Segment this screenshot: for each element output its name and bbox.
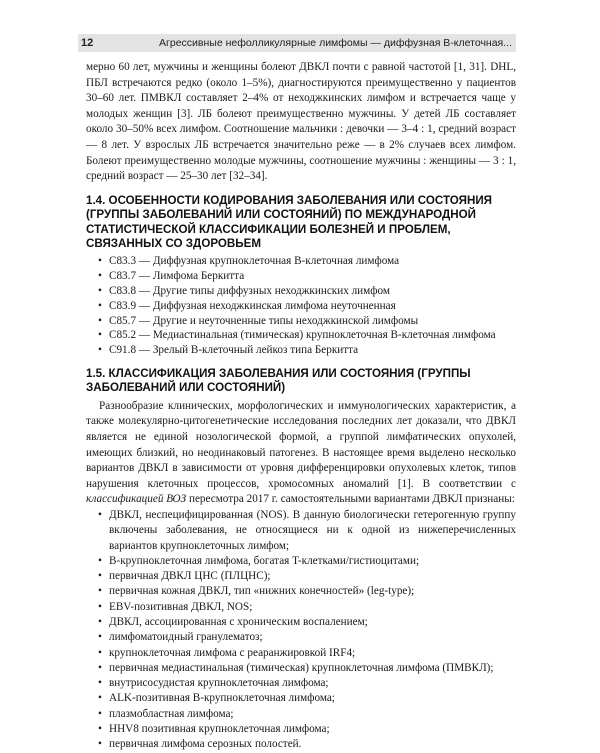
list-item: • первичная кожная ДВКЛ, тип «нижних конечностей» (leg-type); <box>98 584 516 599</box>
list-item: • лимфоматоидный гранулематоз; <box>98 630 516 645</box>
list-item: • C91.8 — Зрелый B-клеточный лейкоз типа Беркитта <box>98 343 516 358</box>
list-item: • EBV-позитивная ДВКЛ, NOS; <box>98 600 516 615</box>
list-item: • первичная ДВКЛ ЦНС (ПЛЦНС); <box>98 569 516 584</box>
list-item: • C83.7 — Лимфома Беркитта <box>98 269 516 284</box>
section-1-5-heading: 1.5. КЛАССИФИКАЦИЯ ЗАБОЛЕВАНИЯ ИЛИ СОСТОЯНИЯ (ГРУППЫ ЗАБОЛЕВАНИЙ ИЛИ СОСТОЯНИЙ) <box>86 366 471 395</box>
dlbcl-variant-list <box>86 508 516 753</box>
list-item: • внутрисосудистая крупноклеточная лимфома; <box>98 676 516 691</box>
page-content <box>86 60 516 753</box>
running-title: Агрессивные нефолликулярные лимфомы — диффузная B-клеточная... <box>159 37 512 49</box>
list-item: • первичная медиастинальная (тимическая) крупноклеточная лимфома (ПМВКЛ); <box>98 661 516 676</box>
paragraph-emphasis: классификацией ВОЗ <box>86 493 187 506</box>
running-header <box>78 34 516 52</box>
intro-paragraph: мерно 60 лет, мужчины и женщины болеют ДВКЛ почти с равной частотой [1, 31]. DHL, ПБЛ встречаются редко (около 1–5%), диагностируются преимущественно у пациентов 30–60 лет. ПМВКЛ составляет 2–4% от неходжкинских лимфом и встречается чаще у молодых женщин [3]. ЛБ болеют преимущественно мужчины. У детей ЛБ составляет около 30–50% всех лимфом. Соотношение мальчики : девочки — 3–4 : 1, средний возраст — 8 лет. У взрослых ЛБ встречается значительно реже — в 2% случаев всех лимфом. Болеют преимущественно молодые мужчины, соотношение мужчины : женщины — 3 : 1, средний возраст — 25–30 лет [32–34]. <box>86 61 516 183</box>
list-item: • ALK-позитивная B-крупноклеточная лимфома; <box>98 691 516 706</box>
list-item: • крупноклеточная лимфома с реаранжировкой IRF4; <box>98 646 516 661</box>
paragraph-text-end: пересмотра 2017 г. самостоятельными вариантами ДВКЛ признаны: <box>186 493 515 506</box>
section-1-4-heading: 1.4. ОСОБЕННОСТИ КОДИРОВАНИЯ ЗАБОЛЕВАНИЯ ИЛИ СОСТОЯНИЯ (ГРУППЫ ЗАБОЛЕВАНИЙ ИЛИ СОСТОЯНИЙ) ПО МЕЖДУНАРОДНОЙ СТАТИСТИЧЕСКОЙ КЛАССИФИКАЦИИ БОЛЕЗНЕЙ И ПРОБЛЕМ, СВЯЗАННЫХ СО ЗДОРОВЬЕМ <box>86 193 493 250</box>
classification-paragraph <box>86 399 516 508</box>
icd-code-list <box>86 254 516 358</box>
page-number: 12 <box>81 37 94 49</box>
list-item: • HHV8 позитивная крупноклеточная лимфома; <box>98 722 516 737</box>
list-item: • ДВКЛ, ассоциированная с хроническим воспалением; <box>98 615 516 630</box>
list-item: • C83.8 — Другие типы диффузных неходжкинских лимфом <box>98 284 516 299</box>
paragraph-text-start: Разнообразие клинических, морфологических и иммунологических характеристик, а также молекулярно-цитогенетические исследования последних лет доказали, что ДВКЛ является не единой нозологической формой, а группой лимфатических опухолей, имеющих близкий, но неодинаковый патогенез. В настоящее время выделено несколько вариантов ДВКЛ в зависимости от уровня дифференцировки опухолевых клеток, типов нарушения клеточных процессов, хромосомных аномалий [1]. В соответствии с <box>86 399 516 490</box>
list-item: • C85.7 — Другие и неуточненные типы неходжкинской лимфомы <box>98 314 516 329</box>
list-item: • C85.2 — Медиастинальная (тимическая) крупноклеточная B-клеточная лимфома <box>98 328 516 343</box>
list-item: • ДВКЛ, неспецифицированная (NOS). В данную биологически гетерогенную группу включены заболевания, не относящиеся ни к одной из нижеперечисленных вариантов крупноклеточных лимфом; <box>98 508 516 554</box>
list-item: • C83.9 — Диффузная неходжкинская лимфома неуточненная <box>98 299 516 314</box>
list-item: • C83.3 — Диффузная крупноклеточная B-клеточная лимфома <box>98 254 516 269</box>
list-item: • плазмобластная лимфома; <box>98 707 516 722</box>
list-item: • B-крупноклеточная лимфома, богатая T-клетками/гистиоцитами; <box>98 554 516 569</box>
list-item: • первичная лимфома серозных полостей. <box>98 737 516 752</box>
